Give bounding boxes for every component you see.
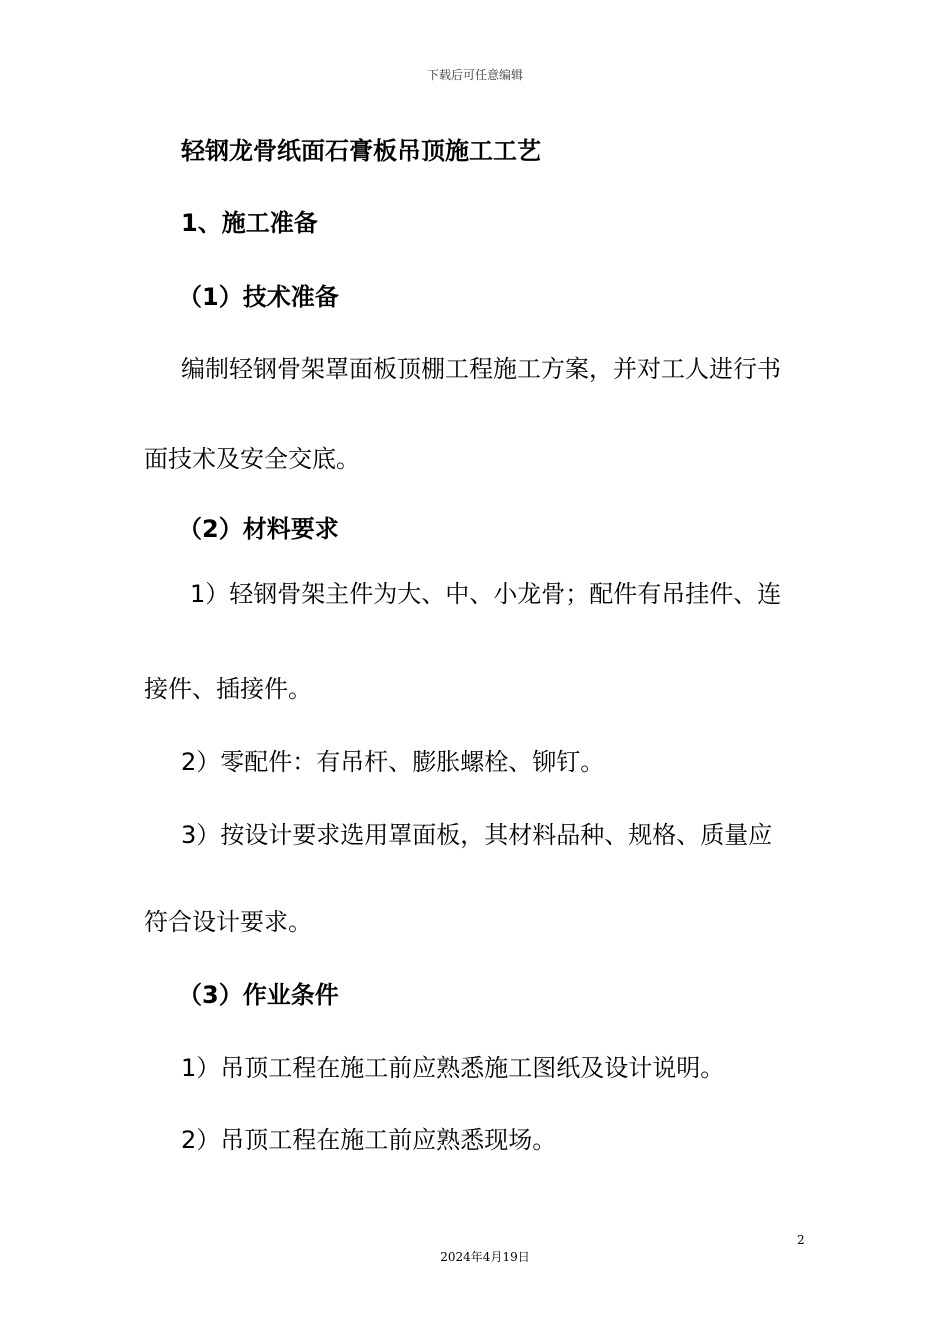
footer-date: 2024年4月19日 <box>440 1250 530 1264</box>
page-header: 下载后可任意编辑 <box>426 68 523 82</box>
list-item: 1）轻钢骨架主件为大、中、小龙骨；配件有吊挂件、连 <box>190 580 782 608</box>
list-item: 3）按设计要求选用罩面板，其材料品种、规格、质量应 <box>181 821 773 849</box>
subsection-heading-conditions: （3）作业条件 <box>178 981 339 1009</box>
page-number: 2 <box>797 1233 805 1247</box>
document-title: 轻钢龙骨纸面石膏板吊顶施工工艺 <box>181 137 541 165</box>
list-item: 2）吊顶工程在施工前应熟悉现场。 <box>181 1126 557 1154</box>
list-item-continuation: 符合设计要求。 <box>144 908 312 936</box>
paragraph-line: 编制轻钢骨架罩面板顶棚工程施工方案，并对工人进行书 <box>181 355 781 383</box>
section-heading-1: 1、施工准备 <box>181 209 318 237</box>
list-item: 2）零配件：有吊杆、膨胀螺栓、铆钉。 <box>181 748 605 776</box>
list-item-continuation: 接件、插接件。 <box>144 675 312 703</box>
paragraph-line: 面技术及安全交底。 <box>144 445 360 473</box>
list-item: 1）吊顶工程在施工前应熟悉施工图纸及设计说明。 <box>181 1054 725 1082</box>
subsection-heading-materials: （2）材料要求 <box>178 515 339 543</box>
subsection-heading-technical: （1）技术准备 <box>178 283 339 311</box>
